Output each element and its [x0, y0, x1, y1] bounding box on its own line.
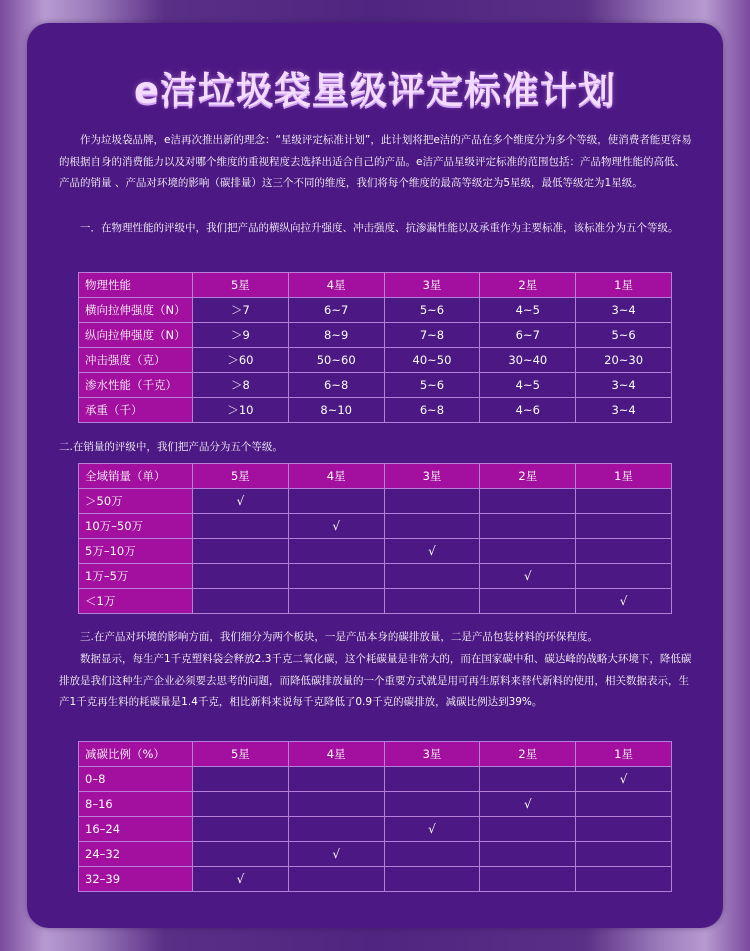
row-label: 0–8 — [79, 767, 193, 792]
check-cell — [576, 564, 672, 589]
header-cell: 5星 — [193, 742, 289, 767]
row-label: 1万–5万 — [79, 564, 193, 589]
check-cell — [480, 817, 576, 842]
check-cell — [384, 792, 480, 817]
table-row — [79, 842, 672, 867]
table-cell: 4~5 — [480, 373, 576, 398]
check-cell — [480, 514, 576, 539]
check-cell: √ — [480, 564, 576, 589]
table-cell: 3~4 — [576, 398, 672, 423]
row-label: 24–32 — [79, 842, 193, 867]
page-title: e洁垃圾袋星级评定标准计划 — [133, 69, 617, 112]
table-row — [79, 514, 672, 539]
table-cell: 8~10 — [288, 398, 384, 423]
check-cell — [576, 489, 672, 514]
check-cell — [576, 842, 672, 867]
table-row — [79, 489, 672, 514]
carbon-data-paragraph: 数据显示，每生产1千克塑料袋会释放2.3千克二氧化碳，这个耗碳量是非常大的，而在国家碳中和、碳达峰的战略大环境下，降低碳排放是我们这种生产企业必须要去思考的问题，而降低碳排放量的一个重要方式就是用可再生原料来替代新料的使用，相关数据表示，生产1千克再生料的耗碳量是1.4千克，相比新料来说每千克降低了0.9千克的碳排放，减碳比例达到39%。 — [59, 653, 692, 708]
table-cell: 5~6 — [384, 373, 480, 398]
check-cell — [193, 564, 289, 589]
table-cell: 50~60 — [288, 348, 384, 373]
check-cell — [384, 867, 480, 892]
table-cell: 20~30 — [576, 348, 672, 373]
sales-volume-table — [78, 463, 672, 614]
table-cell: 6~8 — [288, 373, 384, 398]
table-cell: 6~7 — [288, 298, 384, 323]
row-label: 10万–50万 — [79, 514, 193, 539]
row-label: 渗水性能（千克） — [79, 373, 193, 398]
check-cell — [193, 539, 289, 564]
header-cell: 物理性能 — [79, 273, 193, 298]
row-label: 纵向拉伸强度（N） — [79, 323, 193, 348]
intro-paragraph: 作为垃圾袋品牌，e洁再次推出新的理念：“星级评定标准计划”，此计划将把e洁的产品在多个维度分为多个等级，使消费者能更容易的根据自身的消费能力以及对哪个维度的重视程度去选择出适合自己的产品。e洁产品星级评定标准的范围包括：产品物理性能的高低、产品的销量 、产品对环境的影响（碳排量）这三个不同的维度，我们将每个维度的最高等级定为5星级，最低等级定为1星级。 — [59, 134, 692, 189]
check-cell: √ — [288, 842, 384, 867]
table-cell: 6~8 — [384, 398, 480, 423]
check-cell — [193, 589, 289, 614]
row-label: 承重（千） — [79, 398, 193, 423]
check-cell: √ — [384, 539, 480, 564]
check-cell — [384, 842, 480, 867]
row-label: 横向拉伸强度（N） — [79, 298, 193, 323]
check-cell — [288, 564, 384, 589]
header-cell: 减碳比例（%） — [79, 742, 193, 767]
check-cell — [576, 514, 672, 539]
check-cell — [288, 489, 384, 514]
check-cell — [384, 767, 480, 792]
table-row — [79, 867, 672, 892]
header-cell: 5星 — [193, 464, 289, 489]
check-cell — [288, 792, 384, 817]
check-cell — [480, 842, 576, 867]
check-cell — [288, 589, 384, 614]
row-label: 5万–10万 — [79, 539, 193, 564]
table-row — [79, 298, 672, 323]
header-cell: 5星 — [193, 273, 289, 298]
table-cell: 4~6 — [480, 398, 576, 423]
row-label: 16–24 — [79, 817, 193, 842]
check-cell — [193, 817, 289, 842]
check-cell — [288, 767, 384, 792]
check-cell: √ — [576, 767, 672, 792]
table-row — [79, 398, 672, 423]
table-cell: 30~40 — [480, 348, 576, 373]
check-cell — [480, 767, 576, 792]
table-row — [79, 348, 672, 373]
table-cell: 4~5 — [480, 298, 576, 323]
check-cell — [384, 589, 480, 614]
check-cell — [576, 867, 672, 892]
table-row — [79, 817, 672, 842]
table-row — [79, 323, 672, 348]
check-cell: √ — [576, 589, 672, 614]
check-cell — [193, 842, 289, 867]
section1-paragraph: 一．在物理性能的评级中，我们把产品的横纵向拉升强度、冲击强度、抗渗漏性能以及承重作为主要标准，该标准分为五个等级。 — [80, 222, 679, 234]
header-cell: 4星 — [288, 464, 384, 489]
table-header-row — [79, 464, 672, 489]
table-row — [79, 792, 672, 817]
check-cell: √ — [193, 867, 289, 892]
check-cell: √ — [193, 489, 289, 514]
table-cell: ＞10 — [193, 398, 289, 423]
row-label: 8–16 — [79, 792, 193, 817]
header-cell: 2星 — [480, 273, 576, 298]
table-cell: ＞7 — [193, 298, 289, 323]
check-cell: √ — [480, 792, 576, 817]
table-row — [79, 767, 672, 792]
table-cell: 7~8 — [384, 323, 480, 348]
row-label: 冲击强度（克） — [79, 348, 193, 373]
row-label: ＞50万 — [79, 489, 193, 514]
table-cell: ＞8 — [193, 373, 289, 398]
header-cell: 3星 — [384, 742, 480, 767]
table-row — [79, 589, 672, 614]
section2-heading: 二.在销量的评级中，我们把产品分为五个等级。 — [59, 441, 283, 453]
check-cell — [288, 817, 384, 842]
table-row — [79, 373, 672, 398]
check-cell — [193, 792, 289, 817]
section3-paragraph: 三.在产品对环境的影响方面，我们细分为两个板块，一是产品本身的碳排放量，二是产品包装材料的环保程度。 — [80, 631, 598, 643]
header-cell: 4星 — [288, 742, 384, 767]
row-label: 32–39 — [79, 867, 193, 892]
check-cell: √ — [288, 514, 384, 539]
check-cell — [480, 489, 576, 514]
table-cell: 6~7 — [480, 323, 576, 348]
header-cell: 3星 — [384, 273, 480, 298]
check-cell — [576, 817, 672, 842]
check-cell: √ — [384, 817, 480, 842]
header-cell: 1星 — [576, 273, 672, 298]
check-cell — [384, 489, 480, 514]
check-cell — [480, 589, 576, 614]
table-cell: 8~9 — [288, 323, 384, 348]
check-cell — [384, 564, 480, 589]
check-cell — [193, 767, 289, 792]
table-row — [79, 564, 672, 589]
table-cell: ＞60 — [193, 348, 289, 373]
check-cell — [288, 867, 384, 892]
table-cell: 5~6 — [384, 298, 480, 323]
physical-performance-table — [78, 272, 672, 423]
table-cell: 40~50 — [384, 348, 480, 373]
check-cell — [480, 539, 576, 564]
table-header-row — [79, 742, 672, 767]
header-cell: 3星 — [384, 464, 480, 489]
table-row — [79, 539, 672, 564]
header-cell: 1星 — [576, 464, 672, 489]
header-cell: 4星 — [288, 273, 384, 298]
check-cell — [576, 539, 672, 564]
row-label: ＜1万 — [79, 589, 193, 614]
check-cell — [384, 514, 480, 539]
header-cell: 1星 — [576, 742, 672, 767]
header-cell: 全域销量（单） — [79, 464, 193, 489]
table-header-row — [79, 273, 672, 298]
carbon-reduction-table — [78, 741, 672, 892]
check-cell — [480, 867, 576, 892]
table-cell: 3~4 — [576, 298, 672, 323]
table-cell: ＞9 — [193, 323, 289, 348]
header-cell: 2星 — [480, 464, 576, 489]
header-cell: 2星 — [480, 742, 576, 767]
table-cell: 5~6 — [576, 323, 672, 348]
check-cell — [576, 792, 672, 817]
check-cell — [288, 539, 384, 564]
check-cell — [193, 514, 289, 539]
table-cell: 3~4 — [576, 373, 672, 398]
